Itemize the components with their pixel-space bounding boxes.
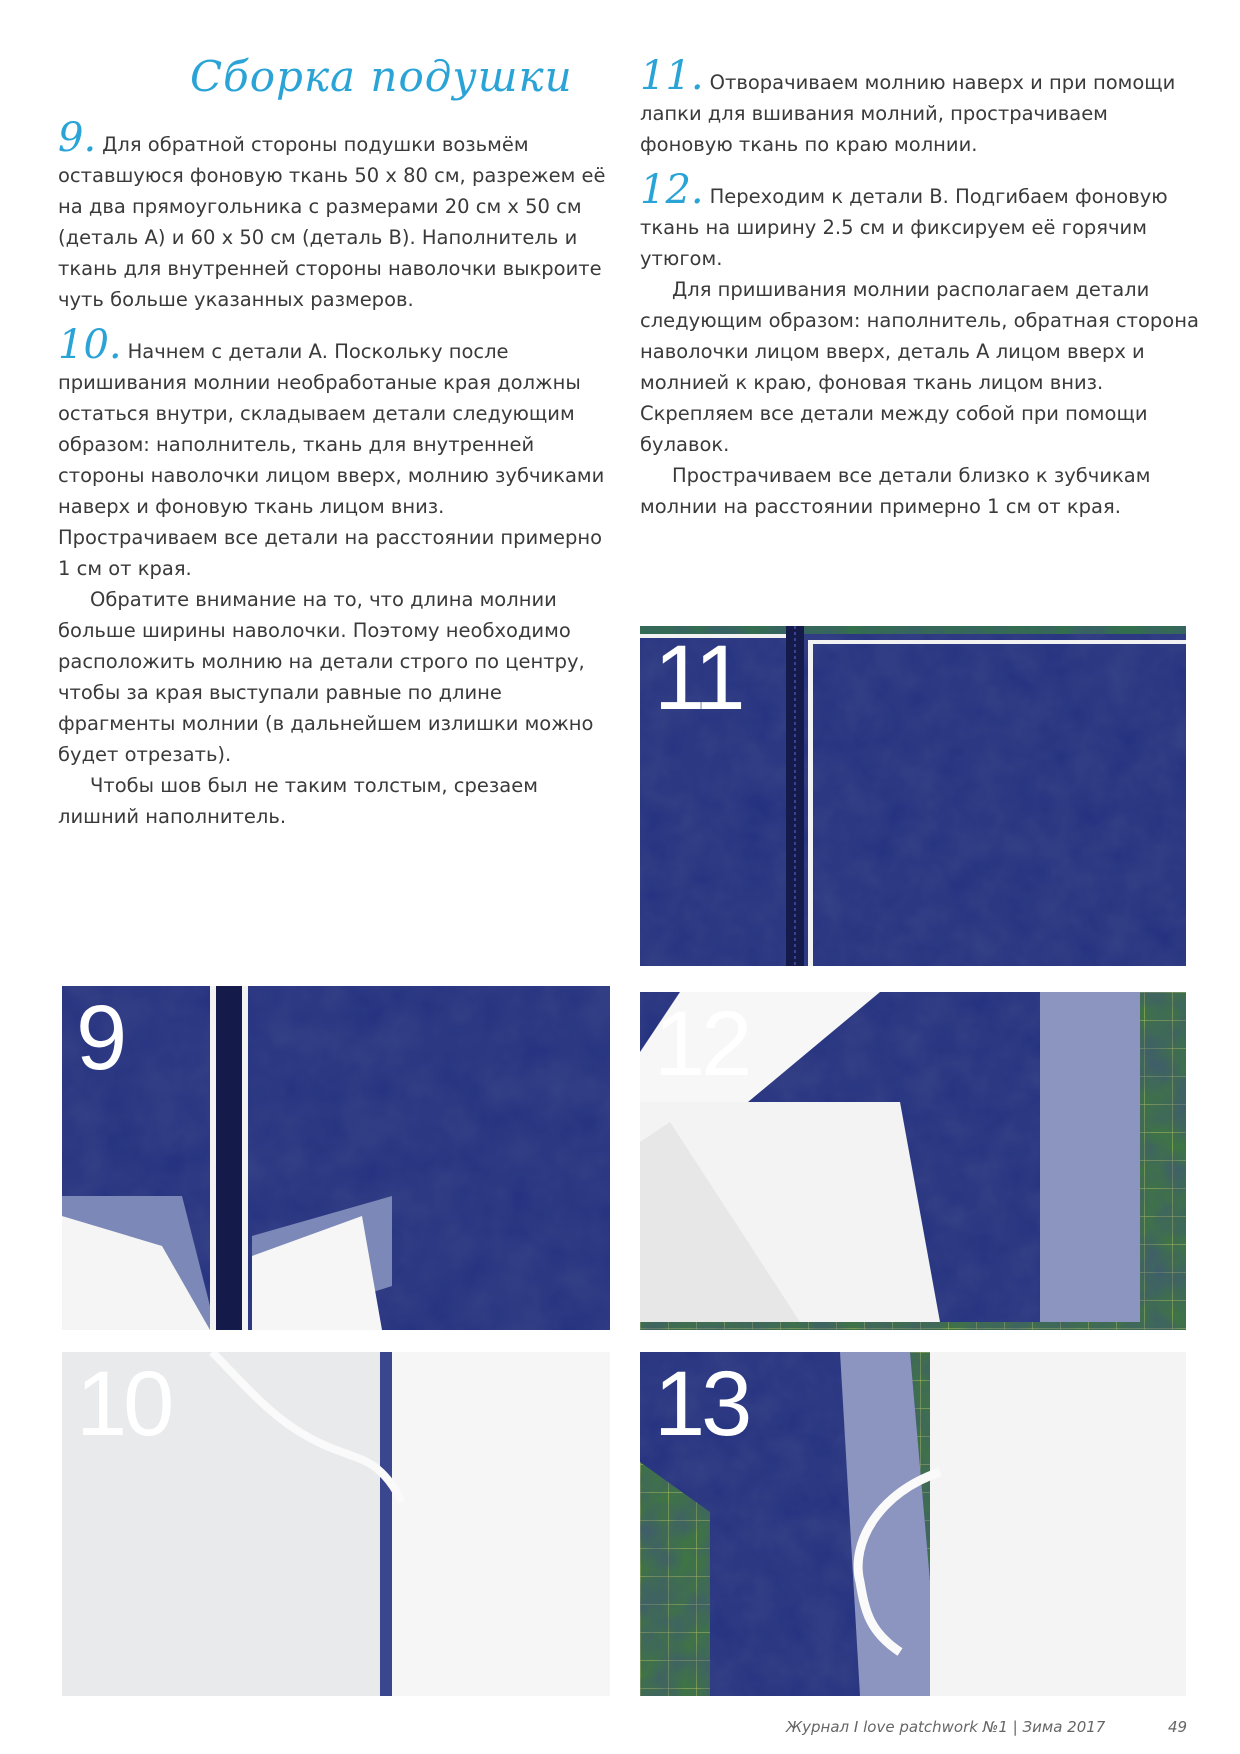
photo-step-13: [640, 1352, 1186, 1696]
footer-title: Журнал I love patchwork №1: [786, 1718, 1008, 1736]
step-number: 10.: [58, 322, 122, 368]
right-column: [640, 53, 1200, 522]
step-12-paragraph-2: Для пришивания молнии располагаем детали следующим образом: наполнитель, обратная сторона наволочки лицом вверх, деталь А лицом вверх и молнией к краю, фоновая ткань лицом вниз. Скрепляем все детали между собой при помощи булавок.: [640, 278, 1199, 456]
step-10: [58, 322, 608, 584]
footer-magazine: [786, 1718, 1105, 1736]
step-text: Отворачиваем молнию наверх и при помощи лапки для вшивания молний, прострачиваем фоновую ткань по краю молнии.: [640, 71, 1176, 156]
photo-9-image: [62, 986, 610, 1330]
left-column: [58, 115, 608, 832]
step-text: Начнем с детали А. Поскольку после пришивания молнии необработаные края должны остаться внутри, складываем детали следующим образом: наполнитель, ткань для внутренней стороны наволочки лицом вверх, молнию зубчиками наверх и фоновую ткань лицом вниз. Прострачиваем все детали на расстоянии примерно 1 см от края.: [58, 340, 605, 580]
step-number: 12.: [640, 167, 704, 213]
step-10-paragraph-3: Чтобы шов был не таким толстым, срезаем лишний наполнитель.: [58, 774, 538, 828]
step-text: Для обратной стороны подушки возьмём оставшуюся фоновую ткань 50 х 80 см, разрежем её на два прямоугольника с размерами 20 см х 50 см (деталь А) и 60 х 50 см (деталь В). Наполнитель и ткань для внутренней стороны наволочки выкроите чуть больше указанных размеров.: [58, 133, 606, 311]
step-number: 9.: [58, 115, 97, 161]
photo-step-10: [62, 1352, 610, 1696]
page-title: Сборка подушки: [190, 52, 573, 101]
photo-step-11: [640, 626, 1186, 966]
photo-label: 10: [76, 1353, 171, 1455]
footer-separator: |: [1012, 1718, 1018, 1736]
photo-step-9: [62, 986, 610, 1330]
step-number: 11.: [640, 53, 704, 99]
photo-label: 9: [76, 987, 124, 1089]
photo-label: 11: [654, 627, 742, 729]
footer-season: Зима 2017: [1022, 1718, 1106, 1736]
step-11: [640, 53, 1200, 160]
page-number: 49: [1168, 1718, 1188, 1736]
photo-step-12: [640, 992, 1186, 1330]
step-10-paragraph-2: Обратите внимание на то, что длина молнии больше ширины наволочки. Поэтому необходимо расположить молнию на детали строго по центру, чтобы за края выступали равные по длине фрагменты молнии (в дальнейшем излишки можно будет отрезать).: [58, 588, 594, 766]
photo-label: 12: [654, 993, 749, 1095]
step-9: [58, 115, 608, 315]
photo-label: 13: [654, 1353, 749, 1455]
step-12-paragraph-3: Прострачиваем все детали близко к зубчикам молнии на расстоянии примерно 1 см от края.: [640, 464, 1151, 518]
step-text: Переходим к детали В. Подгибаем фоновую ткань на ширину 2.5 см и фиксируем её горячим утюгом.: [640, 185, 1168, 270]
step-12: [640, 167, 1200, 274]
